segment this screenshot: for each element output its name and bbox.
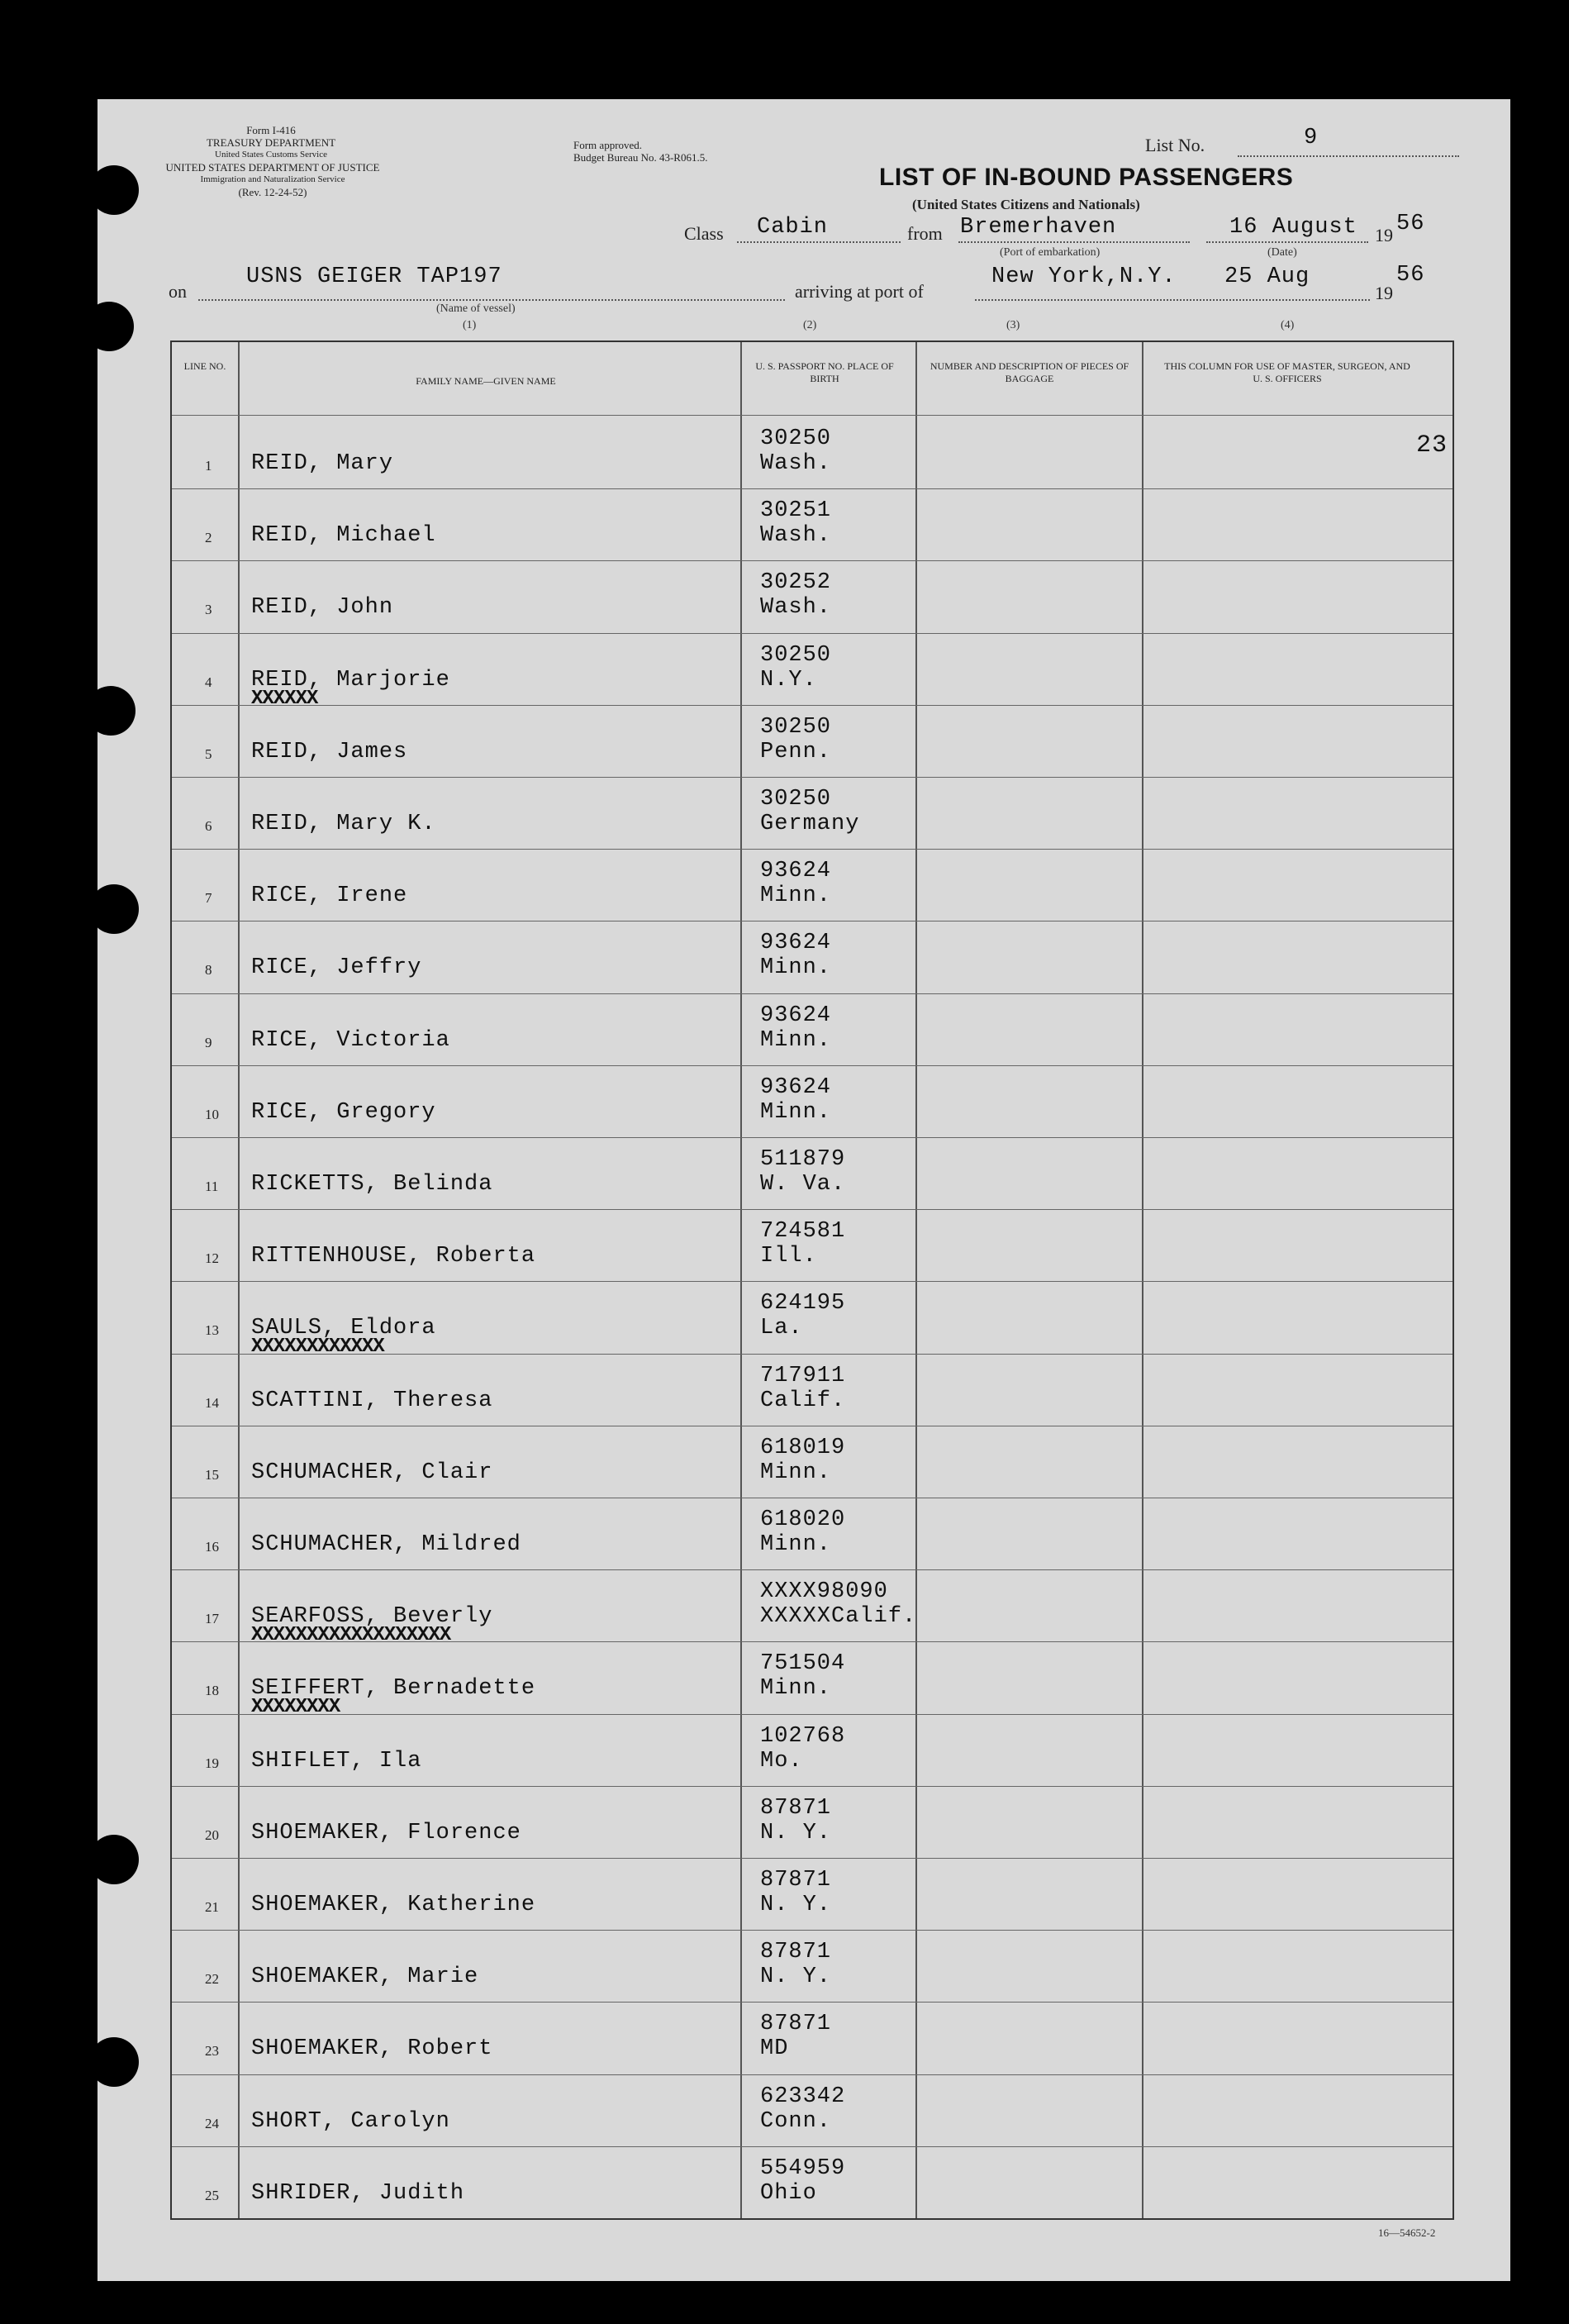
table-row [172,633,1453,710]
line-number: 5 [205,745,212,762]
vessel-name: USNS GEIGER TAP197 [246,264,502,289]
passenger-name: REID, Mary K. [251,812,436,836]
passport-number: 30250 [760,714,832,740]
line-number: 14 [205,1394,219,1411]
form-header-treasury [164,124,378,161]
line-number: 4 [205,674,212,690]
passport-cell [760,1507,845,1557]
place-of-birth: Germany [760,812,860,836]
col-index-4: (4) [1281,319,1295,331]
passenger-table [170,341,1454,2220]
table-row [172,1786,1453,1859]
line-number: 18 [205,1683,219,1699]
place-of-birth: XXXXXCalif. [760,1604,917,1630]
place-of-birth: Minn. [760,1532,832,1557]
place-of-birth: Minn. [760,955,832,981]
place-of-birth: Mo. [760,1748,803,1774]
line-number: 13 [205,1322,219,1339]
margin-note: 23 [1416,431,1448,460]
place-of-birth: Minn. [760,883,832,909]
passport-number: 30251 [760,498,832,524]
vessel-line [198,299,785,301]
passport-cell [760,1075,831,1125]
col-header-officers: THIS COLUMN FOR USE OF MASTER, SURGEON, AND U. S. OFFICERS [1164,360,1410,384]
table-row [172,417,1453,489]
line-number: 20 [205,1826,219,1843]
vessel-caption: (Name of vessel) [436,302,516,315]
table-row [172,1714,1453,1787]
passenger-name: SCATTINI, Theresa [251,1388,493,1413]
col-header-name: FAMILY NAME—GIVEN NAME [416,375,556,387]
place-of-birth: Wash. [760,523,832,549]
table-row [172,2146,1453,2219]
passenger-name: RITTENHOUSE, Roberta [251,1244,536,1269]
col-index-1: (1) [463,319,477,331]
place-of-birth: Calif. [760,1388,846,1413]
passport-cell [760,643,831,693]
passenger-name: SCHUMACHER, Mildred [251,1532,521,1557]
passenger-name: RICE, Gregory [251,1099,436,1125]
passenger-name: SEIFFERT, Bernadette [251,1676,536,1702]
struck-out-text: XXXXXXXX [251,1696,340,1719]
passport-cell [760,2156,845,2206]
passenger-name: REID, Mary [251,451,394,476]
table-row [172,849,1453,922]
passport-number: 618019 [760,1435,846,1460]
passport-number: 554959 [760,2155,846,2181]
passport-number: 511879 [760,1147,846,1172]
place-of-birth: La. [760,1316,803,1341]
place-of-birth: N. Y. [760,1893,832,1917]
line-number: 8 [205,962,212,979]
passport-number: 30250 [760,787,832,812]
table-row [172,1858,1453,1931]
col-header-baggage: NUMBER AND DESCRIPTION OF PIECES OF BAGGAGE [930,360,1129,384]
passport-cell [760,1940,831,1989]
treasury-label: TREASURY DEPARTMENT [206,136,336,149]
passport-cell [760,1147,845,1197]
place-of-birth: N. Y. [760,1964,832,1990]
line-number: 17 [205,1611,219,1627]
table-row [172,1065,1453,1138]
passenger-name: RICE, Victoria [251,1027,450,1053]
punch-hole [86,686,136,736]
ins-label: Immigration and Naturalization Service [200,174,345,184]
place-of-birth: N.Y. [760,667,817,693]
place-of-birth: Wash. [760,451,832,476]
passport-cell [760,859,831,908]
passport-number: 87871 [760,2012,832,2037]
table-row [172,2002,1453,2074]
line-number: 12 [205,1250,219,1267]
date-line [1206,241,1368,243]
passport-cell [760,1724,845,1774]
passenger-name: REID, James [251,739,408,764]
arriving-label: arriving at port of [795,281,924,302]
year2-value: 56 [1396,263,1425,288]
place-of-birth: Ill. [760,1244,817,1269]
year2-prefix: 19 [1375,283,1393,303]
line-number: 9 [205,1034,212,1050]
passenger-name: REID, Marjorie [251,667,450,693]
passport-number: 102768 [760,1723,846,1749]
struck-out-text: XXXXXXXXXXXX [251,1336,384,1359]
line-number: 6 [205,818,212,834]
passenger-name: RICE, Jeffry [251,955,422,981]
passport-cell [760,1868,831,1917]
place-of-birth: Wash. [760,595,832,621]
place-of-birth: Minn. [760,1676,832,1702]
line-number: 3 [205,602,212,618]
place-of-birth: N. Y. [760,1820,832,1845]
passenger-name: REID, Michael [251,523,436,549]
table-row [172,921,1453,993]
line-number: 10 [205,1106,219,1122]
table-row [172,705,1453,778]
footer-code: 16—54652-2 [1378,2226,1436,2239]
on-label: on [169,281,187,302]
passport-number: 87871 [760,1940,832,1965]
passport-cell [760,570,831,620]
table-row [172,1426,1453,1498]
table-row [172,488,1453,561]
table-row [172,1569,1453,1647]
punch-hole [84,302,134,351]
passenger-name: SCHUMACHER, Clair [251,1460,493,1485]
line-number: 23 [205,2043,219,2060]
table-row [172,1498,1453,1570]
class-label: Class [684,223,724,244]
table-row [172,1354,1453,1426]
struck-out-text: XXXXXX [251,687,318,710]
table-row [172,2074,1453,2147]
passport-cell [760,1219,845,1269]
place-of-birth: Conn. [760,2108,832,2134]
header-divider [172,415,1453,416]
customs-label: United States Customs Service [215,150,327,160]
place-of-birth: Minn. [760,1099,832,1125]
form-header-justice [149,161,397,198]
passenger-name: SHOEMAKER, Robert [251,2036,493,2062]
line-number: 25 [205,2187,219,2203]
passport-number: 30250 [760,426,832,451]
place-of-birth: Minn. [760,1460,832,1485]
passenger-name: SHOEMAKER, Marie [251,1964,479,1990]
place-of-birth: W. Va. [760,1172,846,1197]
from-label: from [907,223,943,244]
place-of-birth: Minn. [760,1027,832,1053]
passport-number: 87871 [760,1868,832,1893]
line-number: 11 [205,1179,219,1194]
line-number: 7 [205,890,212,907]
passport-cell [760,2084,845,2134]
punch-hole [89,1835,139,1884]
passport-number: 618020 [760,1507,846,1532]
passport-cell [760,426,831,476]
passport-cell [760,931,831,980]
table-row [172,1930,1453,2003]
table-row [172,1641,1453,1719]
date-caption: (Date) [1267,246,1297,259]
passenger-name: SHOEMAKER, Katherine [251,1893,536,1917]
form-approval [573,139,707,164]
passport-number: 93624 [760,859,832,884]
passport-cell [760,787,859,836]
list-no-value: 9 [1304,126,1319,150]
line-number: 22 [205,1971,219,1988]
punch-hole [89,165,139,215]
place-of-birth: Penn. [760,739,832,764]
line-number: 19 [205,1755,219,1771]
passport-number: 93624 [760,1002,832,1028]
rev-label: (Rev. 12-24-52) [238,186,307,198]
departure-date: 16 August [1229,215,1357,240]
passport-cell [760,1579,916,1629]
line-number: 2 [205,530,212,546]
passport-cell [760,1291,845,1341]
passport-number: 93624 [760,1074,832,1100]
line-number: 21 [205,1899,219,1915]
arrival-date: 25 Aug [1224,264,1310,289]
year1-prefix: 19 [1375,225,1393,245]
passport-cell [760,715,831,764]
passport-number: 30252 [760,570,832,596]
justice-label: UNITED STATES DEPARTMENT OF JUSTICE [165,161,380,174]
port-embarkation-caption: (Port of embarkation) [1000,246,1101,259]
passport-number: 93624 [760,931,832,956]
passport-number: 724581 [760,1219,846,1245]
arrival-port: New York,N.Y. [991,264,1177,289]
passport-number: 87871 [760,1795,832,1821]
place-of-birth: MD [760,2036,789,2062]
arrival-line [975,299,1370,301]
page-title: LIST OF IN-BOUND PASSENGERS [879,164,1294,191]
table-row [172,1281,1453,1359]
col-header-line-no: LINE NO. [183,360,226,372]
punch-hole [89,884,139,934]
passenger-name: REID, John [251,595,394,621]
passenger-name: SAULS, Eldora [251,1316,436,1341]
place-of-birth: Ohio [760,2180,817,2206]
col-index-2: (2) [803,319,817,331]
passport-cell [760,1364,845,1413]
class-line [737,241,901,243]
line-number: 1 [205,458,212,474]
passenger-name: RICKETTS, Belinda [251,1172,493,1197]
col-header-passport: U. S. PASSPORT NO. PLACE OF BIRTH [755,360,894,384]
passport-number: 624195 [760,1291,846,1317]
form-number: Form I-416 [246,124,296,136]
table-row [172,1209,1453,1282]
passport-cell [760,2012,831,2061]
passenger-name: RICE, Irene [251,883,408,909]
passport-cell [760,1651,845,1701]
passport-cell [760,1796,831,1845]
table-row [172,777,1453,850]
passenger-name: SHORT, Carolyn [251,2108,450,2134]
passport-number: 30250 [760,642,832,668]
passenger-name: SHOEMAKER, Florence [251,1820,521,1845]
passport-number: 751504 [760,1651,846,1677]
table-row [172,993,1453,1066]
passport-number: XXXX98090 [760,1579,888,1605]
approved-label: Form approved. [573,139,643,151]
line-number: 15 [205,1466,219,1483]
line-number: 24 [205,2115,219,2131]
col-index-3: (3) [1006,319,1020,331]
passport-number: 717911 [760,1363,846,1388]
budget-label: Budget Bureau No. 43-R061.5. [573,151,708,164]
punch-hole [89,2037,139,2087]
list-no-label: List No. [1145,135,1205,155]
passport-cell [760,498,831,548]
passenger-name: SHIFLET, Ila [251,1748,422,1774]
struck-out-text: XXXXXXXXXXXXXXXXXX [251,1624,451,1647]
table-row [172,560,1453,633]
passenger-name: SHRIDER, Judith [251,2180,465,2206]
passenger-name: SEARFOSS, Beverly [251,1604,493,1630]
port-embarkation: Bremerhaven [960,215,1117,240]
line-number: 16 [205,1539,219,1555]
from-line [958,241,1190,243]
class-value: Cabin [757,215,829,240]
list-no-line [1238,155,1459,157]
passport-number: 623342 [760,2084,846,2109]
year1-value: 56 [1396,212,1425,236]
page-subtitle: (United States Citizens and Nationals) [912,197,1140,212]
passport-cell [760,1003,831,1053]
table-row [172,1137,1453,1210]
passport-cell [760,1436,845,1485]
